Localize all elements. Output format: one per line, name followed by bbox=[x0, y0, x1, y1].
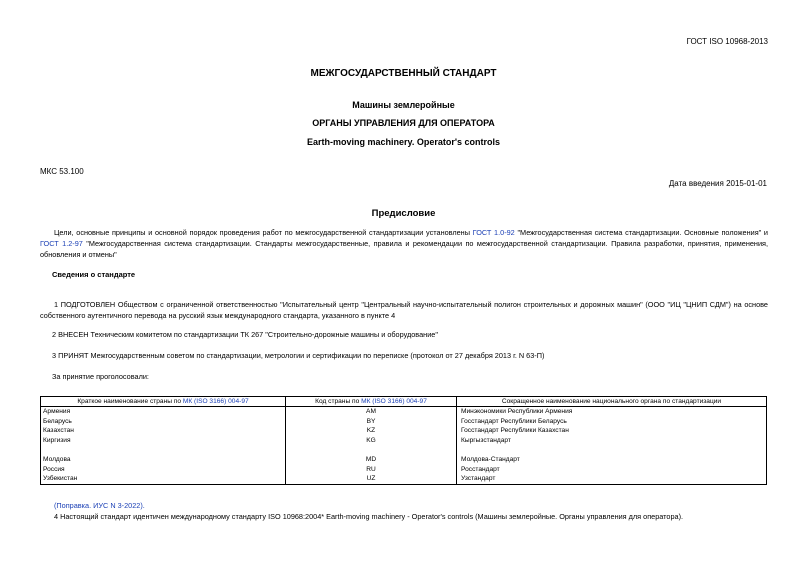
mk-iso-link-1[interactable]: МК (ISO 3166) 004-97 bbox=[182, 398, 249, 405]
code-cell: BY bbox=[286, 417, 457, 427]
intro-date: Дата введения 2015-01-01 bbox=[668, 179, 767, 188]
country-cell: Армения bbox=[41, 407, 286, 417]
controls-title-en: Earth-moving machinery. Operator's controls bbox=[306, 137, 501, 147]
table-row bbox=[41, 436, 767, 446]
voted-for-label: За принятие проголосовали: bbox=[52, 372, 149, 381]
body-cell: Госстандарт Республики Казахстан bbox=[457, 426, 767, 436]
code-cell: AM bbox=[286, 407, 457, 417]
mks-code: МКС 53.100 bbox=[40, 167, 84, 176]
country-cell: Беларусь bbox=[41, 417, 286, 427]
item-3-adopted: 3 ПРИНЯТ Межгосударственным советом по стандартизации, метрологии и сертификации по переписке (протокол от 27 декабря 2013 г. N 63-П) bbox=[52, 351, 545, 360]
body-cell: Минэкономики Республики Армения bbox=[457, 407, 767, 417]
body-cell: Молдова-Стандарт bbox=[457, 455, 767, 465]
item-2-introduced: 2 ВНЕСЕН Техническим комитетом по стандартизации ТК 267 "Строительно-дорожные машины и оборудование" bbox=[52, 330, 438, 339]
item-1-prepared: 1 ПОДГОТОВЛЕН Обществом с ограниченной ответственностью "Испытательный центр "Центральный научно-испытательный полигон строительных и дорожных машин" (ООО "ИЦ "ЦНИП СДМ") на основе собственного аутентичного перевода на русский язык международного стандарта, указанного в пункте 4 bbox=[40, 300, 768, 320]
table-row bbox=[41, 455, 767, 465]
country-cell bbox=[41, 445, 286, 455]
code-cell: UZ bbox=[286, 474, 457, 484]
body-cell: Узстандарт bbox=[457, 474, 767, 484]
item-4-identical: 4 Настоящий стандарт идентичен международному стандарту ISO 10968:2004* Earth-moving machinery - Operator's controls (Машины землеройные. Органы управления для оператора). bbox=[54, 512, 684, 521]
header-body: Сокращенное наименование национального органа по стандартизации bbox=[457, 397, 767, 407]
table-row bbox=[41, 474, 767, 484]
p1-text-c: "Межгосударственная система стандартизации. Стандарты межгосударственные, правила и рекомендации по межгосударственной стандартизации. Правила разработки, принятия, применения, обновления и отмены" bbox=[40, 239, 768, 259]
country-cell: Россия bbox=[41, 465, 286, 475]
body-cell bbox=[457, 445, 767, 455]
gost-1-0-92-link[interactable]: ГОСТ 1.0-92 bbox=[472, 228, 515, 237]
p1-text-b: "Межгосударственная система стандартизации. Основные положения" и bbox=[514, 228, 769, 237]
code-cell bbox=[286, 445, 457, 455]
code-cell: RU bbox=[286, 465, 457, 475]
gost-1-2-97-link[interactable]: ГОСТ 1.2-97 bbox=[40, 239, 83, 248]
header-code bbox=[286, 397, 457, 407]
table-row bbox=[41, 465, 767, 475]
code-cell: KG bbox=[286, 436, 457, 446]
header-country-text: Краткое наименование страны по bbox=[77, 398, 183, 405]
standard-code: ГОСТ ISO 10968-2013 bbox=[686, 37, 768, 46]
table-row bbox=[41, 426, 767, 436]
header-code-text: Код страны по bbox=[315, 398, 362, 405]
country-cell: Молдова bbox=[41, 455, 286, 465]
amendment-link[interactable]: (Поправка. ИУС N 3-2022). bbox=[54, 501, 145, 510]
table-row bbox=[41, 407, 767, 417]
header-country bbox=[41, 397, 286, 407]
controls-title-ru: ОРГАНЫ УПРАВЛЕНИЯ ДЛЯ ОПЕРАТОРА bbox=[312, 118, 495, 128]
code-cell: KZ bbox=[286, 426, 457, 436]
foreword-heading: Предисловие bbox=[371, 208, 436, 219]
standard-info-heading: Сведения о стандарте bbox=[52, 270, 136, 279]
p1-text-a: Цели, основные принципы и основной порядок проведения работ по межгосударственной стандартизации установлены bbox=[54, 228, 473, 237]
body-cell: Госстандарт Республики Беларусь bbox=[457, 417, 767, 427]
body-cell: Росстандарт bbox=[457, 465, 767, 475]
body-cell: Кыргызстандарт bbox=[457, 436, 767, 446]
mk-iso-link-2[interactable]: МК (ISO 3166) 004-97 bbox=[361, 398, 427, 405]
code-cell: MD bbox=[286, 455, 457, 465]
table-row bbox=[41, 417, 767, 427]
foreword-paragraph bbox=[40, 227, 768, 260]
voting-table bbox=[40, 396, 767, 485]
country-cell: Узбекистан bbox=[41, 474, 286, 484]
table-header-row bbox=[41, 397, 767, 407]
table-row bbox=[41, 445, 767, 455]
machines-title: Машины землеройные bbox=[352, 100, 455, 110]
country-cell: Киргизия bbox=[41, 436, 286, 446]
country-cell: Казахстан bbox=[41, 426, 286, 436]
interstate-title: МЕЖГОСУДАРСТВЕННЫЙ СТАНДАРТ bbox=[310, 68, 497, 79]
